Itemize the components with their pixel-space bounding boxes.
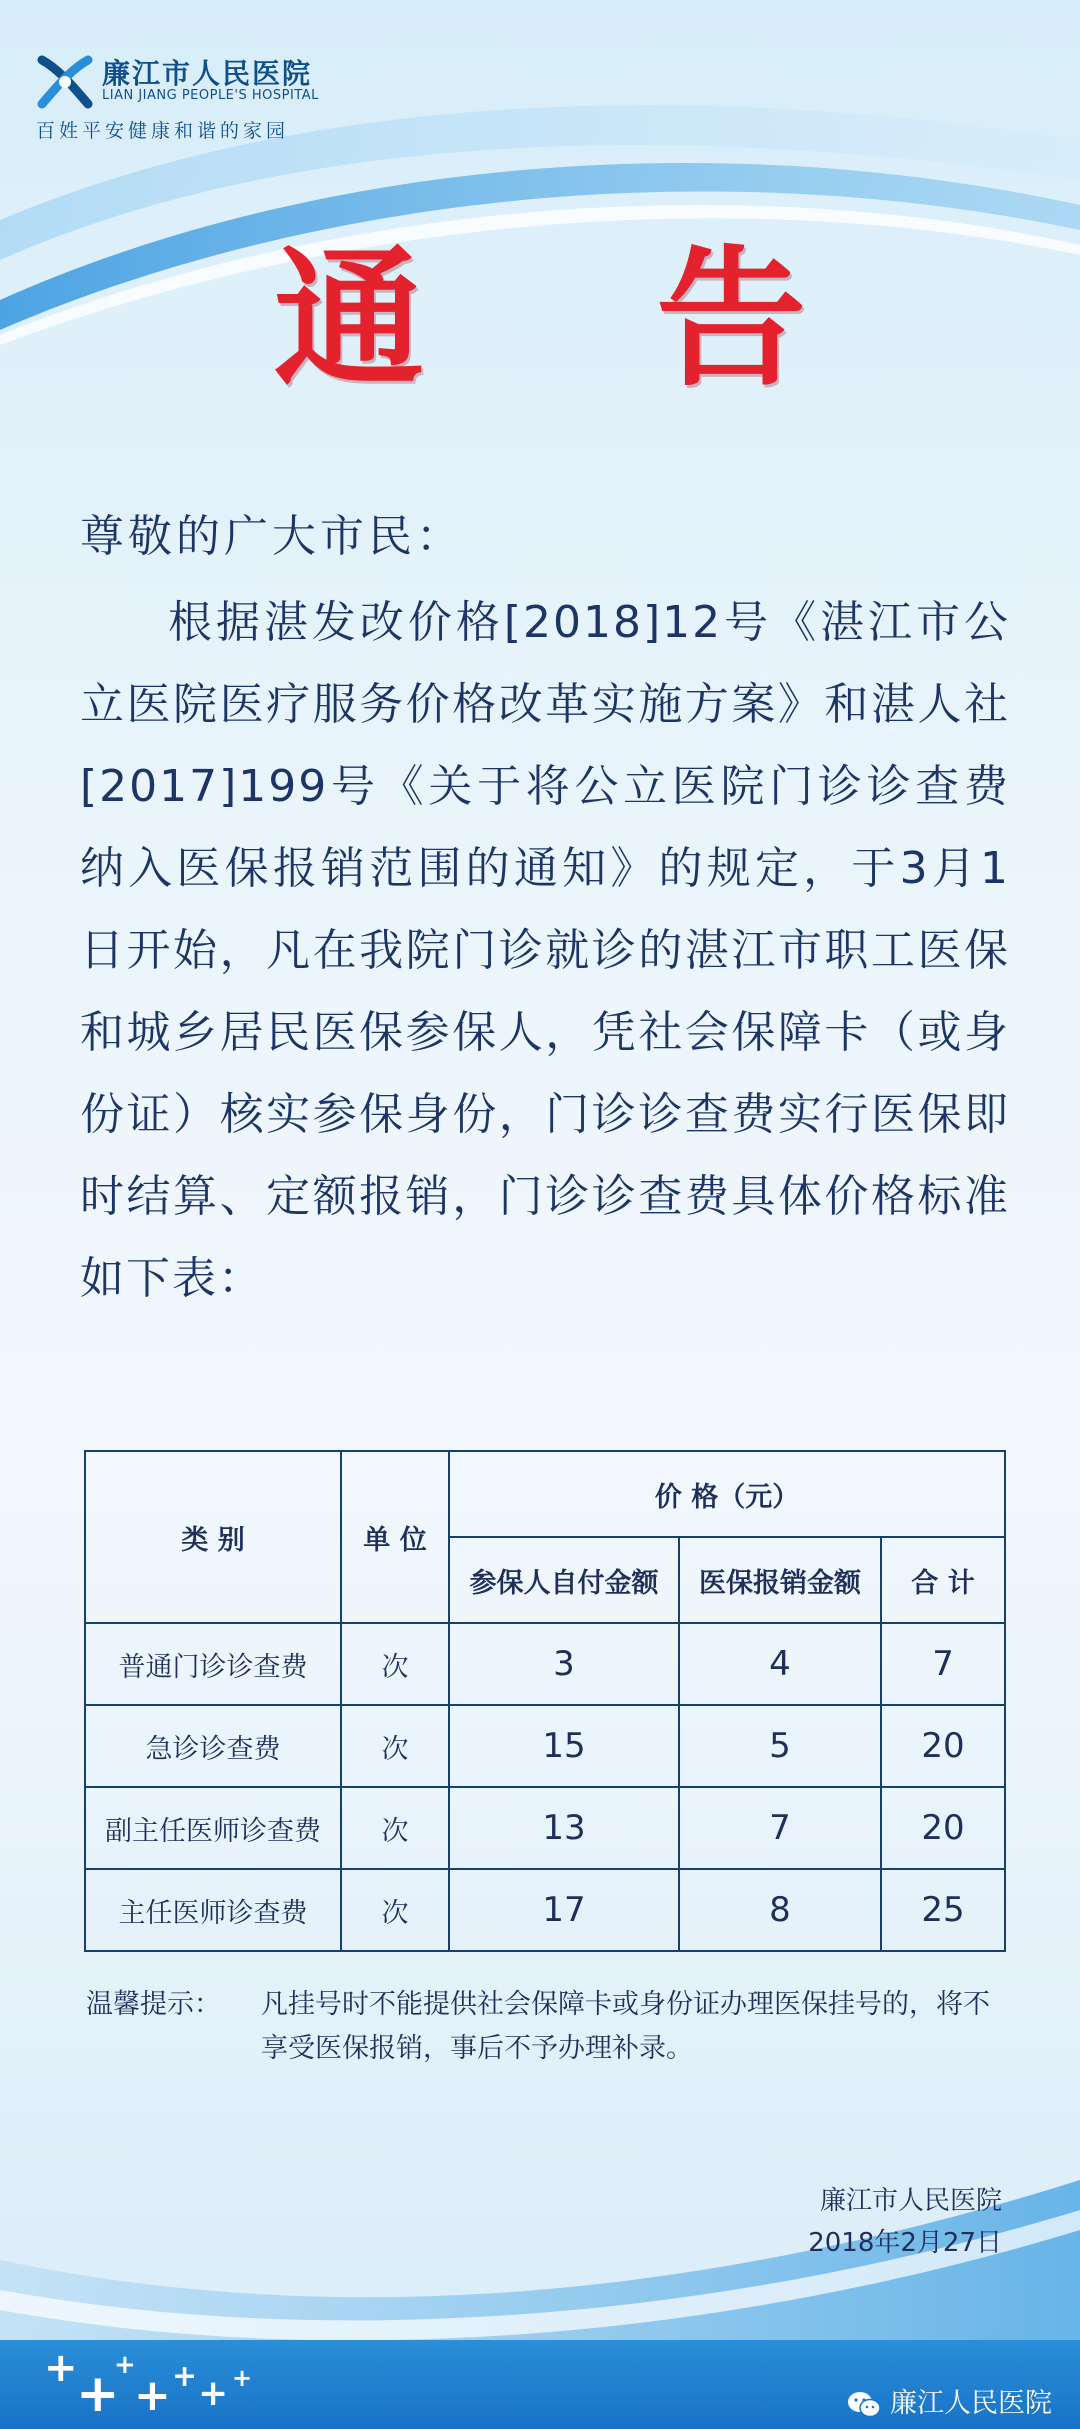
row-reimburse: 4	[679, 1623, 881, 1705]
wechat-icon	[846, 2390, 882, 2420]
signature-date: 2018年2月27日	[808, 2228, 1002, 2258]
table-row	[85, 1623, 1005, 1705]
row-total: 20	[881, 1705, 1005, 1787]
row-total: 25	[881, 1869, 1005, 1951]
row-unit: 次	[341, 1787, 449, 1869]
row-total: 7	[881, 1623, 1005, 1705]
row-total: 20	[881, 1787, 1005, 1869]
header-total: 合 计	[881, 1537, 1005, 1623]
fee-table	[84, 1450, 1006, 1952]
header-self-pay: 参保人自付金额	[449, 1537, 679, 1623]
row-self-pay: 17	[449, 1869, 679, 1951]
row-unit: 次	[341, 1705, 449, 1787]
hospital-name-en: LIAN JIANG PEOPLE'S HOSPITAL	[102, 88, 319, 103]
plus-icon: +	[44, 2345, 78, 2391]
plus-icon: +	[76, 2364, 120, 2424]
header-category: 类 别	[85, 1451, 341, 1623]
notice-title: 通 告	[273, 233, 897, 407]
hospital-name-cn: 廉江市人民医院	[102, 57, 313, 90]
signature-org: 廉江市人民医院	[819, 2186, 1002, 2216]
notice-body: 根据湛发改价格[2018]12号《湛江市公立医院医疗服务价格改革实施方案》和湛人社[2017]199号《关于将公立医院门诊诊查费纳入医保报销范围的通知》的规定，于3月1日开始，凡在我院门诊就诊的湛江市职工医保和城乡居民医保参保人，凭社会保障卡（或身份证）核实参保身份，门诊诊查费实行医保即时结算、定额报销，门诊诊查费具体价格标准如下表：	[80, 597, 1010, 1304]
signature-block	[808, 2180, 1002, 2264]
plus-icon: +	[114, 2350, 136, 2380]
row-category: 主任医师诊查费	[85, 1869, 341, 1951]
plus-icon: +	[232, 2364, 253, 2392]
header-reimburse: 医保报销金额	[679, 1537, 881, 1623]
plus-icon: +	[198, 2373, 229, 2414]
plus-icon: +	[172, 2359, 198, 2394]
header-unit: 单 位	[341, 1451, 449, 1623]
table-row	[85, 1869, 1005, 1951]
row-reimburse: 5	[679, 1705, 881, 1787]
hospital-slogan: 百姓平安健康和谐的家园	[36, 120, 290, 142]
table-row	[85, 1787, 1005, 1869]
row-self-pay: 13	[449, 1787, 679, 1869]
row-category: 普通门诊诊查费	[85, 1623, 341, 1705]
table-row	[85, 1705, 1005, 1787]
tip-text: 凡挂号时不能提供社会保障卡或身份证办理医保挂号的，将不享受医保报销，事后不予办理补录。	[261, 1989, 990, 2064]
row-reimburse: 8	[679, 1869, 881, 1951]
tip-label: 温馨提示：	[86, 1989, 221, 2020]
salutation: 尊敬的广大市民：	[80, 511, 464, 562]
row-self-pay: 3	[449, 1623, 679, 1705]
header-price-group: 价 格（元）	[449, 1451, 1005, 1537]
plus-icon: +	[134, 2370, 171, 2421]
row-reimburse: 7	[679, 1787, 881, 1869]
table-header-row	[85, 1451, 1005, 1537]
row-unit: 次	[341, 1869, 449, 1951]
row-category: 急诊诊查费	[85, 1705, 341, 1787]
hospital-emblem-icon	[36, 54, 96, 110]
row-unit: 次	[341, 1623, 449, 1705]
row-self-pay: 15	[449, 1705, 679, 1787]
wechat-label: 廉江人民医院	[890, 2388, 1052, 2419]
hospital-logo	[36, 50, 356, 140]
wechat-account	[846, 2384, 1052, 2424]
row-category: 副主任医师诊查费	[85, 1787, 341, 1869]
